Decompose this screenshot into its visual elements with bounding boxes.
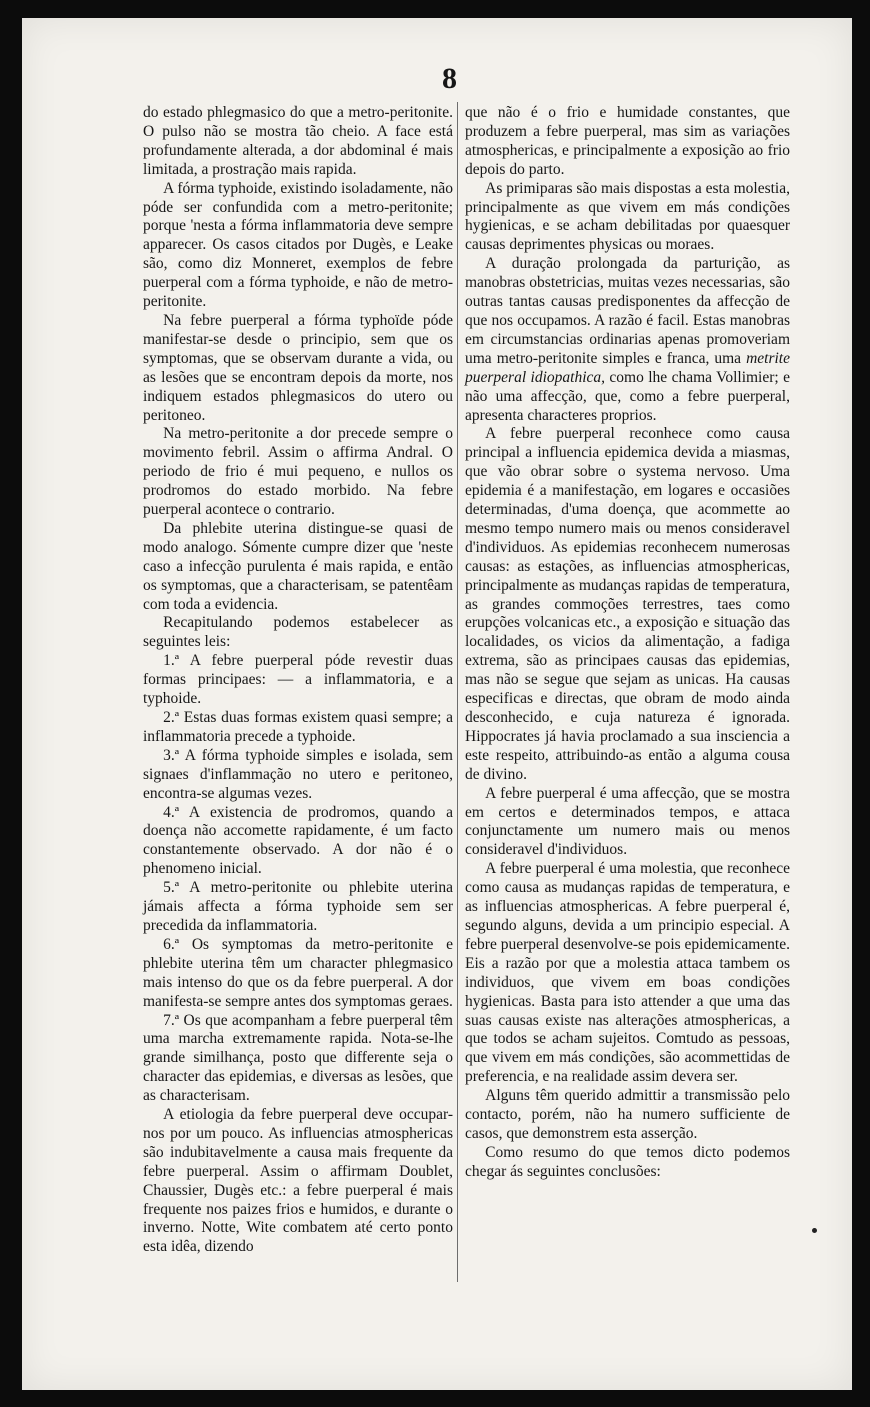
paragraph: As primiparas são mais dispostas a esta molestia, principalmente as que vivem em más condições hygienicas, e se acham debilitadas por quaesquer causas deprimentes physicas ou moraes. — [465, 179, 790, 254]
paragraph: Alguns têm querido admittir a transmissão pelo contacto, porém, não ha numero sufficiente de casos, que demonstrem esta asserção. — [465, 1087, 790, 1142]
law-item: 2.ª Estas duas formas existem quasi sempre; a inflammatoria precede a typhoide. — [143, 709, 453, 745]
law-item: 6.ª Os symptomas da metro-peritonite e phlebite uterina têm um character phlegmasico mais intenso do que os da febre puerperal. A dor manifesta-se sempre antes dos symptomas geraes. — [143, 935, 453, 1010]
paragraph: Na metro-peritonite a dor precede sempre o movimento febril. Assim o affirma Andral. O periodo de frio é mui pequeno, e nullos os prodromos do estado morbido. Na febre puerperal acontece o contrario. — [143, 425, 453, 519]
paragraph-text: A duração prolongada da parturição, as manobras obstetricias, muitas vezes necessarias, são outras tantas causas predisponentes da affecção de que nos occupamos. A razão é facil. Estas manobras em circumstancias ordinarias apenas promoveriam uma metro-peritonite simples e franca, uma — [465, 255, 790, 367]
right-column — [465, 104, 790, 1182]
left-column — [143, 104, 453, 1257]
column-divider — [457, 102, 458, 1282]
paragraph: A etiologia da febre puerperal deve occupar-nos por um pouco. As influencias atmosphericas são indubitavelmente a causa mais frequente da febre puerperal. Assim o affirmam Doublet, Chaussier, Dugès etc.: a febre puerperal é mais frequente nos paizes frios e humidos, e durante o inverno. Notte, Wite combatem até certo ponto esta idêa, dizendo — [143, 1106, 453, 1256]
paragraph-text: como lhe chama Vollimier; e não uma affecção, que, como a febre puerperal, apresenta characteres proprios. — [465, 368, 790, 424]
law-item: 7.ª Os que acompanham a febre puerperal têm uma marcha extremamente rapida. Nota-se-lhe grande similhança, posto que differente seja o character das epidemias, e diversas as lesões, que as characterisam. — [143, 1011, 453, 1105]
paragraph: do estado phlegmasico do que a metro-peritonite. O pulso não se mostra tão cheio. A face está profundamente alterada, a dor abdominal é mais limitada, a prostração mais rapida. — [143, 104, 453, 178]
ink-dot — [812, 1228, 817, 1233]
paragraph: Na febre puerperal a fórma typhoïde póde manifestar-se desde o principio, sem que os symptomas, que se observam durante a vida, ou as lesões que se encontram depois da morte, nos indiquem estados phlegmasicos do utero ou peritoneo. — [143, 311, 453, 424]
paragraph: Como resumo do que temos dicto podemos chegar ás seguintes conclusões: — [465, 1143, 790, 1180]
italic-term: metrite puerperal idiopathica, — [465, 349, 790, 386]
paragraph: que não é o frio e humidade constantes, que produzem a febre puerperal, mas sim as variações atmosphericas, e principalmente a exposição ao frio depois do parto. — [465, 104, 790, 178]
paragraph: A fórma typhoide, existindo isoladamente, não póde ser confundida com a metro-peritonite; porque 'nesta a fórma inflammatoria deve sempre apparecer. Os casos citados por Dugès, e Leake são, como diz Monneret, exemplos de febre puerperal com a fórma typhoide, e não de metro-peritonite. — [143, 179, 453, 311]
law-item: 4.ª A existencia de prodromos, quando a doença não accomette rapidamente, é um facto constantemente observado. A dor não é o phenomeno inicial. — [143, 803, 453, 878]
paragraph: A febre puerperal é uma molestia, que reconhece como causa as mudanças rapidas de temperatura, e as influencias atmosphericas. A febre puerperal é, segundo alguns, devida a um principio especial. A febre puerperal desenvolve-se pois epidemicamente. Eis a razão por que a molestia attaca tambem os individuos, que vivem em boas condições hygienicas. Basta para isto attender a que uma das suas causas existe nas alterações atmosphericas, a que todos se acham sujeitos. Comtudo as pessoas, que vivem em más condições, são acommettidas de preferencia, e na realidade assim devera ser. — [465, 860, 790, 1086]
paragraph — [465, 255, 790, 425]
law-item: 3.ª A fórma typhoide simples e isolada, sem signaes d'inflammação no utero e peritoneo, encontra-se algumas vezes. — [143, 746, 453, 802]
law-item: 1.ª A febre puerperal póde revestir duas formas principaes: — a inflammatoria, e a typhoide. — [143, 652, 453, 708]
paragraph: A febre puerperal é uma affecção, que se mostra em certos e determinados tempos, e attaca conjunctamente um numero mais ou menos consideravel d'individuos. — [465, 784, 790, 859]
law-item: 5.ª A metro-peritonite ou phlebite uterina jámais affecta a fórma typhoide sem ser precedida da inflammatoria. — [143, 879, 453, 934]
paragraph: Da phlebite uterina distingue-se quasi de modo analogo. Sómente cumpre dizer que 'neste caso a infecção purulenta é mais rapida, e então os symptomas, que a characterisam, se patentêam com toda a evidencia. — [143, 519, 453, 613]
page-number: 8 — [442, 62, 457, 95]
paragraph: Recapitulando podemos estabelecer as seguintes leis: — [143, 614, 453, 651]
paragraph: A febre puerperal reconhece como causa principal a influencia epidemica devida a miasmas, que vão obrar sobre o systema nervoso. Uma epidemia é a manifestação, em logares e occasiões determinadas, d'uma doença, que acommette ao mesmo tempo numero mais ou menos consideravel d'individuos. As epidemias reconhecem numerosas causas: as estações, as influencias atmosphericas, principalmente as mudanças rapidas de temperatura, as grandes commoções terrestres, taes como erupções volcanicas etc., a exposição e situação das localidades, os vicios da alimentação, a fadiga extrema, são as principaes causas das epidemias, mas não se segue que sejam as unicas. Ha causas especificas e directas, que obram de modo ainda desconhecido, e cuja natureza é ignorada. Hippocrates já havia proclamado a sua insciencia a este respeito, attribuindo-as então a alguma cousa de divino. — [465, 425, 790, 783]
